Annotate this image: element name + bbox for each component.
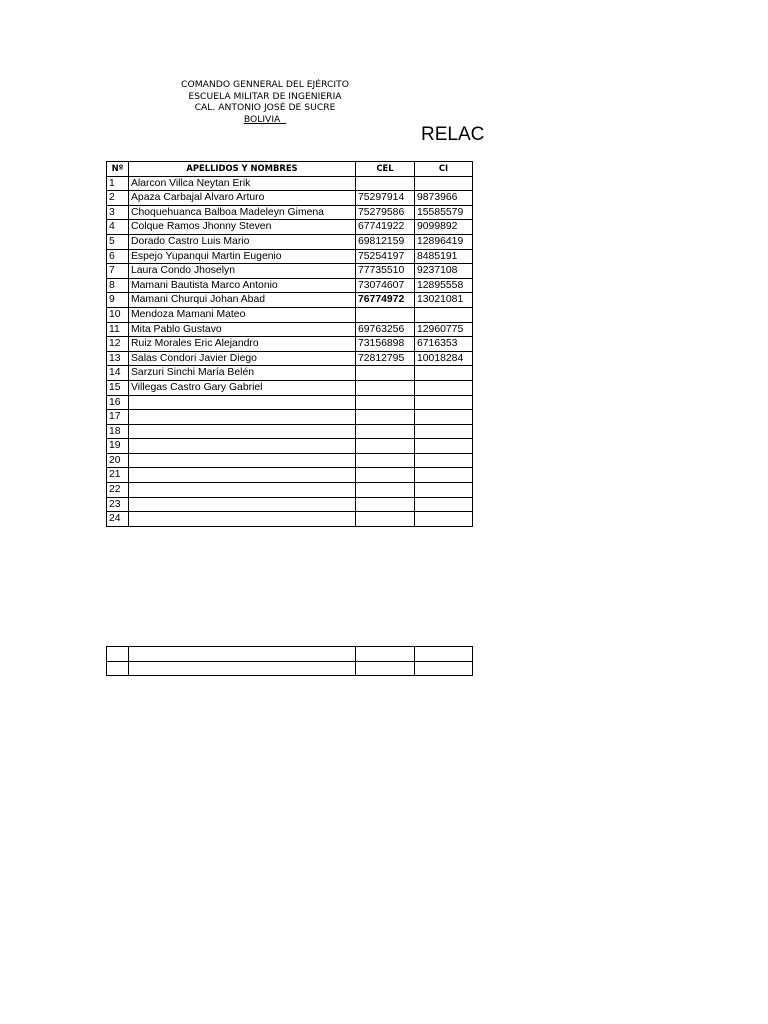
row-number: 4 (107, 220, 129, 235)
row-ci: 9873966 (415, 191, 473, 206)
row-cel (356, 453, 415, 468)
table-row (107, 512, 473, 527)
row-name (129, 453, 356, 468)
table-row (107, 337, 473, 352)
header-line-4: BOLIVIA (243, 113, 281, 125)
column-header-cel: CEL (356, 162, 415, 177)
table-row (107, 205, 473, 220)
header-line-2: ESCUELA MILITAR DE INGENIERIA (188, 90, 342, 102)
row-ci: 8485191 (415, 249, 473, 264)
row-name: Laura Condo Jhoselyn (129, 264, 356, 279)
row-name: Choquehuanca Balboa Madeleyn Gimena (129, 205, 356, 220)
row-name: Colque Ramos Jhonny Steven (129, 220, 356, 235)
table-row (107, 307, 473, 322)
table-row (107, 483, 473, 498)
row-number: 22 (107, 483, 129, 498)
row-name: Mita Pablo Gustavo (129, 322, 356, 337)
row-cel: 75279586 (356, 205, 415, 220)
row-ci: 10018284 (415, 351, 473, 366)
row-name: Alarcon Villca Neytan Erik (129, 176, 356, 191)
row-number: 13 (107, 351, 129, 366)
table-header-row (107, 162, 473, 177)
row-cel (356, 512, 415, 527)
row-number: 14 (107, 366, 129, 381)
row-number: 21 (107, 468, 129, 483)
table-row (107, 293, 473, 308)
row-cel (356, 468, 415, 483)
table-row (107, 497, 473, 512)
row-ci (415, 483, 473, 498)
column-header-number: Nº (107, 162, 129, 177)
table-row (107, 234, 473, 249)
document-header (160, 79, 370, 125)
row-name: Ruiz Morales Eric Alejandro (129, 337, 356, 352)
row-number: 19 (107, 439, 129, 454)
table-row (107, 661, 473, 676)
row-cel (356, 424, 415, 439)
row-cel: 75297914 (356, 191, 415, 206)
row-ci (415, 176, 473, 191)
row-cel (356, 176, 415, 191)
row-name (129, 468, 356, 483)
row-ci (415, 424, 473, 439)
row-ci: 13021081 (415, 293, 473, 308)
row-ci (415, 380, 473, 395)
row-name (129, 512, 356, 527)
page-title: RELAC (421, 124, 485, 145)
row-name: Apaza Carbajal Alvaro Arturo (129, 191, 356, 206)
row-name (129, 424, 356, 439)
row-cel (356, 380, 415, 395)
table-row (107, 351, 473, 366)
table-row (107, 176, 473, 191)
row-ci: 12896419 (415, 234, 473, 249)
row-number: 24 (107, 512, 129, 527)
table-row (107, 380, 473, 395)
row-number: 8 (107, 278, 129, 293)
row-cel (356, 483, 415, 498)
row-number: 10 (107, 307, 129, 322)
row-cel (356, 497, 415, 512)
row-name: Espejo Yupanqui Martin Eugenio (129, 249, 356, 264)
column-header-ci: CI (415, 162, 473, 177)
row-name: Salas Condori Javier Diego (129, 351, 356, 366)
row-cel: 73156898 (356, 337, 415, 352)
row-number: 3 (107, 205, 129, 220)
table-row (107, 647, 473, 662)
row-cel (356, 395, 415, 410)
student-table (106, 161, 473, 527)
row-cel: 77735510 (356, 264, 415, 279)
column-header-name: APELLIDOS Y NOMBRES (129, 162, 356, 177)
row-ci: 12895558 (415, 278, 473, 293)
row-name (129, 483, 356, 498)
row-name: Mamani Churqui Johan Abad (129, 293, 356, 308)
row-ci (415, 453, 473, 468)
blank-table (106, 646, 473, 676)
table-row (107, 264, 473, 279)
table-row (107, 249, 473, 264)
row-cel: 69812159 (356, 234, 415, 249)
row-cel: 72812795 (356, 351, 415, 366)
row-ci (415, 439, 473, 454)
row-cel: 67741922 (356, 220, 415, 235)
row-name (129, 410, 356, 425)
header-line-3: CAL. ANTONIO JOSÉ DE SUCRE (194, 102, 336, 113)
table-row (107, 453, 473, 468)
row-ci: 12960775 (415, 322, 473, 337)
header-line-1: COMANDO GENNERAL DEL EJÉRCITO (181, 79, 349, 90)
row-name (129, 497, 356, 512)
row-cel: 73074607 (356, 278, 415, 293)
row-number: 18 (107, 424, 129, 439)
row-ci: 6716353 (415, 337, 473, 352)
row-cel: 76774972 (356, 293, 415, 308)
table-row (107, 468, 473, 483)
row-name: Sarzuri Sinchi María Belén (129, 366, 356, 381)
row-number: 17 (107, 410, 129, 425)
row-number: 5 (107, 234, 129, 249)
table-row (107, 439, 473, 454)
row-name: Mamani Bautista Marco Antonio (129, 278, 356, 293)
row-ci: 9237108 (415, 264, 473, 279)
row-number: 6 (107, 249, 129, 264)
row-cel (356, 307, 415, 322)
table-row (107, 220, 473, 235)
row-cel (356, 366, 415, 381)
row-ci (415, 468, 473, 483)
row-cel (356, 410, 415, 425)
row-number: 12 (107, 337, 129, 352)
row-name: Mendoza Mamani Mateo (129, 307, 356, 322)
row-number: 1 (107, 176, 129, 191)
row-ci: 9099892 (415, 220, 473, 235)
row-ci: 15585579 (415, 205, 473, 220)
row-number: 9 (107, 293, 129, 308)
row-number: 15 (107, 380, 129, 395)
row-ci (415, 366, 473, 381)
table-row (107, 278, 473, 293)
table-row (107, 366, 473, 381)
row-name (129, 395, 356, 410)
table-row (107, 410, 473, 425)
row-cel (356, 439, 415, 454)
row-name: Villegas Castro Gary Gabriel (129, 380, 356, 395)
row-name (129, 439, 356, 454)
row-number: 11 (107, 322, 129, 337)
row-number: 16 (107, 395, 129, 410)
row-ci (415, 497, 473, 512)
row-ci (415, 512, 473, 527)
table-row (107, 322, 473, 337)
table-row (107, 191, 473, 206)
row-number: 7 (107, 264, 129, 279)
row-number: 2 (107, 191, 129, 206)
row-ci (415, 395, 473, 410)
row-number: 23 (107, 497, 129, 512)
row-ci (415, 307, 473, 322)
row-cel: 69763256 (356, 322, 415, 337)
table-row (107, 395, 473, 410)
row-cel: 75254197 (356, 249, 415, 264)
row-number: 20 (107, 453, 129, 468)
row-name: Dorado Castro Luis Mario (129, 234, 356, 249)
row-ci (415, 410, 473, 425)
table-row (107, 424, 473, 439)
